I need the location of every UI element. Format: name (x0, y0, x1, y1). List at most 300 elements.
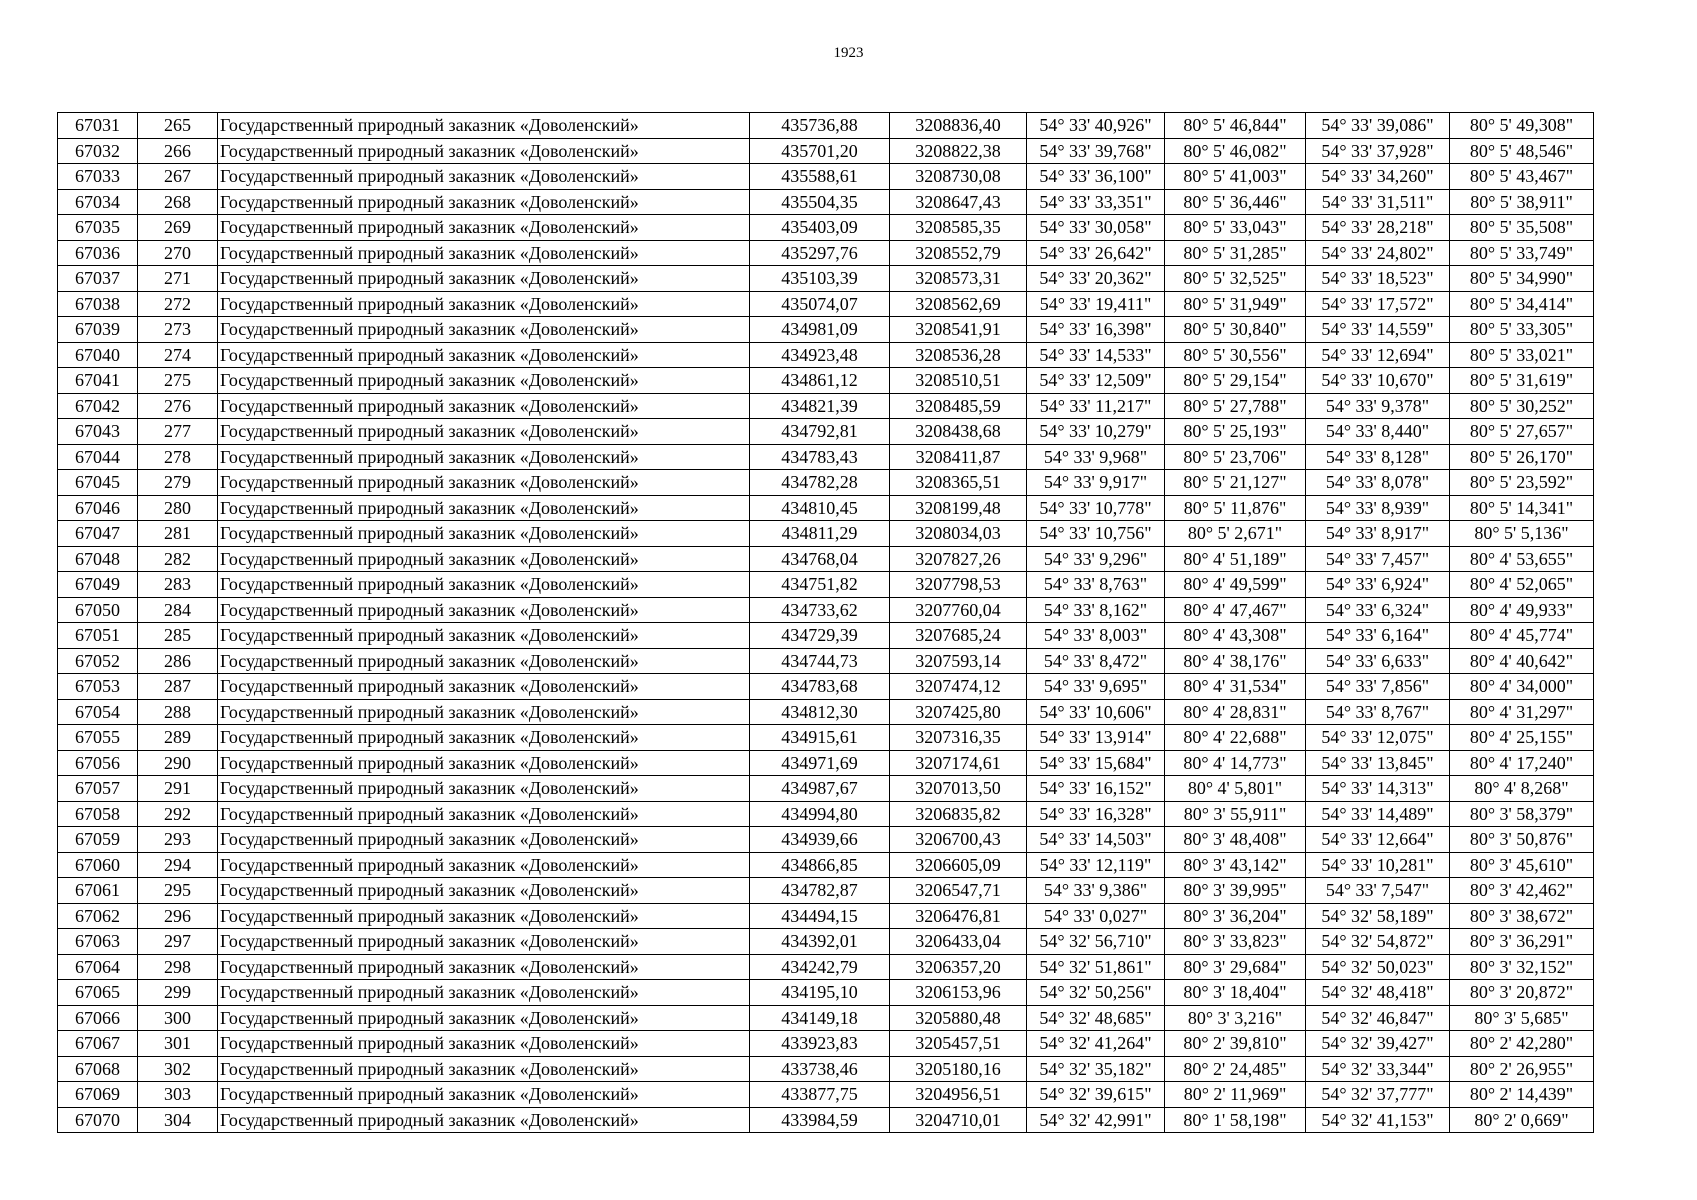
reserve-name-cell: Государственный природный заказник «Доволенский» (218, 597, 750, 623)
coord-y-cell: 3208836,40 (890, 113, 1027, 139)
table-row (58, 954, 1594, 980)
coord-y-cell: 3208647,43 (890, 189, 1027, 215)
longitude-1-cell: 80° 5' 25,193" (1165, 419, 1306, 445)
latitude-2-cell: 54° 33' 14,313" (1306, 776, 1450, 802)
latitude-1-cell: 54° 33' 8,003" (1027, 623, 1165, 649)
latitude-1-cell: 54° 33' 8,763" (1027, 572, 1165, 598)
record-id-cell: 67055 (58, 725, 138, 751)
coord-y-cell: 3208510,51 (890, 368, 1027, 394)
latitude-1-cell: 54° 33' 8,162" (1027, 597, 1165, 623)
point-number-cell: 291 (138, 776, 218, 802)
longitude-1-cell: 80° 4' 14,773" (1165, 750, 1306, 776)
record-id-cell: 67048 (58, 546, 138, 572)
reserve-name-cell: Государственный природный заказник «Доволенский» (218, 929, 750, 955)
latitude-2-cell: 54° 33' 8,939" (1306, 495, 1450, 521)
record-id-cell: 67037 (58, 266, 138, 292)
latitude-1-cell: 54° 33' 9,968" (1027, 444, 1165, 470)
reserve-name-cell: Государственный природный заказник «Доволенский» (218, 572, 750, 598)
longitude-1-cell: 80° 5' 23,706" (1165, 444, 1306, 470)
point-number-cell: 282 (138, 546, 218, 572)
latitude-1-cell: 54° 33' 16,328" (1027, 801, 1165, 827)
record-id-cell: 67045 (58, 470, 138, 496)
latitude-1-cell: 54° 32' 50,256" (1027, 980, 1165, 1006)
longitude-2-cell: 80° 5' 33,021" (1450, 342, 1594, 368)
coord-x-cell: 434392,01 (750, 929, 890, 955)
reserve-name-cell: Государственный природный заказник «Доволенский» (218, 954, 750, 980)
table-row (58, 215, 1594, 241)
latitude-2-cell: 54° 33' 6,324" (1306, 597, 1450, 623)
coord-y-cell: 3208822,38 (890, 138, 1027, 164)
point-number-cell: 299 (138, 980, 218, 1006)
latitude-1-cell: 54° 33' 36,100" (1027, 164, 1165, 190)
longitude-1-cell: 80° 5' 31,285" (1165, 240, 1306, 266)
table-row (58, 1031, 1594, 1057)
longitude-2-cell: 80° 4' 52,065" (1450, 572, 1594, 598)
record-id-cell: 67056 (58, 750, 138, 776)
latitude-2-cell: 54° 32' 58,189" (1306, 903, 1450, 929)
coord-x-cell: 434783,43 (750, 444, 890, 470)
longitude-2-cell: 80° 4' 40,642" (1450, 648, 1594, 674)
coord-x-cell: 435074,07 (750, 291, 890, 317)
reserve-name-cell: Государственный природный заказник «Доволенский» (218, 801, 750, 827)
table-row (58, 725, 1594, 751)
latitude-2-cell: 54° 33' 6,924" (1306, 572, 1450, 598)
record-id-cell: 67069 (58, 1082, 138, 1108)
record-id-cell: 67031 (58, 113, 138, 139)
coord-y-cell: 3205457,51 (890, 1031, 1027, 1057)
reserve-name-cell: Государственный природный заказник «Доволенский» (218, 725, 750, 751)
latitude-2-cell: 54° 33' 9,378" (1306, 393, 1450, 419)
longitude-1-cell: 80° 3' 39,995" (1165, 878, 1306, 904)
point-number-cell: 295 (138, 878, 218, 904)
latitude-1-cell: 54° 33' 9,386" (1027, 878, 1165, 904)
longitude-1-cell: 80° 4' 38,176" (1165, 648, 1306, 674)
longitude-1-cell: 80° 2' 11,969" (1165, 1082, 1306, 1108)
longitude-1-cell: 80° 2' 24,485" (1165, 1056, 1306, 1082)
latitude-1-cell: 54° 33' 14,503" (1027, 827, 1165, 853)
reserve-name-cell: Государственный природный заказник «Доволенский» (218, 878, 750, 904)
point-number-cell: 268 (138, 189, 218, 215)
coord-x-cell: 434494,15 (750, 903, 890, 929)
reserve-name-cell: Государственный природный заказник «Доволенский» (218, 699, 750, 725)
table-row (58, 929, 1594, 955)
latitude-2-cell: 54° 33' 14,489" (1306, 801, 1450, 827)
table-row (58, 1082, 1594, 1108)
record-id-cell: 67046 (58, 495, 138, 521)
coord-y-cell: 3208034,03 (890, 521, 1027, 547)
point-number-cell: 301 (138, 1031, 218, 1057)
page-number: 1923 (833, 45, 864, 61)
coord-y-cell: 3208541,91 (890, 317, 1027, 343)
coord-y-cell: 3208411,87 (890, 444, 1027, 470)
latitude-1-cell: 54° 33' 8,472" (1027, 648, 1165, 674)
coord-x-cell: 434861,12 (750, 368, 890, 394)
record-id-cell: 67038 (58, 291, 138, 317)
record-id-cell: 67052 (58, 648, 138, 674)
coord-y-cell: 3206433,04 (890, 929, 1027, 955)
coord-y-cell: 3206547,71 (890, 878, 1027, 904)
coord-x-cell: 433923,83 (750, 1031, 890, 1057)
reserve-name-cell: Государственный природный заказник «Доволенский» (218, 419, 750, 445)
point-number-cell: 293 (138, 827, 218, 853)
latitude-2-cell: 54° 33' 6,633" (1306, 648, 1450, 674)
latitude-1-cell: 54° 32' 48,685" (1027, 1005, 1165, 1031)
longitude-1-cell: 80° 5' 2,671" (1165, 521, 1306, 547)
point-number-cell: 298 (138, 954, 218, 980)
longitude-1-cell: 80° 4' 43,308" (1165, 623, 1306, 649)
coord-y-cell: 3208552,79 (890, 240, 1027, 266)
table-row (58, 597, 1594, 623)
longitude-1-cell: 80° 5' 27,788" (1165, 393, 1306, 419)
record-id-cell: 67034 (58, 189, 138, 215)
latitude-2-cell: 54° 33' 8,440" (1306, 419, 1450, 445)
longitude-2-cell: 80° 5' 26,170" (1450, 444, 1594, 470)
record-id-cell: 67061 (58, 878, 138, 904)
table-row (58, 546, 1594, 572)
point-number-cell: 285 (138, 623, 218, 649)
coord-x-cell: 433984,59 (750, 1107, 890, 1133)
point-number-cell: 281 (138, 521, 218, 547)
table-row (58, 674, 1594, 700)
point-number-cell: 303 (138, 1082, 218, 1108)
latitude-1-cell: 54° 33' 14,533" (1027, 342, 1165, 368)
coord-y-cell: 3206476,81 (890, 903, 1027, 929)
record-id-cell: 67035 (58, 215, 138, 241)
point-number-cell: 284 (138, 597, 218, 623)
longitude-1-cell: 80° 3' 29,684" (1165, 954, 1306, 980)
coord-y-cell: 3204956,51 (890, 1082, 1027, 1108)
coord-x-cell: 434792,81 (750, 419, 890, 445)
coord-x-cell: 434812,30 (750, 699, 890, 725)
table-row (58, 980, 1594, 1006)
coord-y-cell: 3205180,16 (890, 1056, 1027, 1082)
reserve-name-cell: Государственный природный заказник «Доволенский» (218, 750, 750, 776)
latitude-2-cell: 54° 32' 50,023" (1306, 954, 1450, 980)
point-number-cell: 267 (138, 164, 218, 190)
latitude-1-cell: 54° 33' 13,914" (1027, 725, 1165, 751)
latitude-2-cell: 54° 33' 24,802" (1306, 240, 1450, 266)
coord-x-cell: 434866,85 (750, 852, 890, 878)
coord-x-cell: 433738,46 (750, 1056, 890, 1082)
longitude-2-cell: 80° 4' 53,655" (1450, 546, 1594, 572)
reserve-name-cell: Государственный природный заказник «Доволенский» (218, 1031, 750, 1057)
coord-x-cell: 434811,29 (750, 521, 890, 547)
latitude-1-cell: 54° 33' 16,398" (1027, 317, 1165, 343)
coord-x-cell: 434810,45 (750, 495, 890, 521)
latitude-1-cell: 54° 33' 16,152" (1027, 776, 1165, 802)
longitude-1-cell: 80° 4' 51,189" (1165, 546, 1306, 572)
coord-y-cell: 3207827,26 (890, 546, 1027, 572)
point-number-cell: 274 (138, 342, 218, 368)
latitude-2-cell: 54° 32' 46,847" (1306, 1005, 1450, 1031)
latitude-1-cell: 54° 33' 19,411" (1027, 291, 1165, 317)
longitude-1-cell: 80° 5' 41,003" (1165, 164, 1306, 190)
longitude-1-cell: 80° 4' 28,831" (1165, 699, 1306, 725)
table-row (58, 572, 1594, 598)
point-number-cell: 275 (138, 368, 218, 394)
latitude-2-cell: 54° 33' 39,086" (1306, 113, 1450, 139)
reserve-name-cell: Государственный природный заказник «Доволенский» (218, 546, 750, 572)
longitude-2-cell: 80° 5' 34,990" (1450, 266, 1594, 292)
latitude-2-cell: 54° 32' 48,418" (1306, 980, 1450, 1006)
longitude-1-cell: 80° 5' 32,525" (1165, 266, 1306, 292)
longitude-1-cell: 80° 5' 46,844" (1165, 113, 1306, 139)
longitude-1-cell: 80° 5' 36,446" (1165, 189, 1306, 215)
latitude-2-cell: 54° 33' 17,572" (1306, 291, 1450, 317)
point-number-cell: 276 (138, 393, 218, 419)
longitude-2-cell: 80° 5' 33,749" (1450, 240, 1594, 266)
coord-y-cell: 3208199,48 (890, 495, 1027, 521)
longitude-1-cell: 80° 1' 58,198" (1165, 1107, 1306, 1133)
coord-y-cell: 3206357,20 (890, 954, 1027, 980)
point-number-cell: 265 (138, 113, 218, 139)
coord-y-cell: 3207174,61 (890, 750, 1027, 776)
latitude-1-cell: 54° 33' 10,778" (1027, 495, 1165, 521)
longitude-2-cell: 80° 5' 43,467" (1450, 164, 1594, 190)
latitude-2-cell: 54° 33' 7,457" (1306, 546, 1450, 572)
record-id-cell: 67041 (58, 368, 138, 394)
coord-x-cell: 435736,88 (750, 113, 890, 139)
coord-x-cell: 435403,09 (750, 215, 890, 241)
coord-x-cell: 434783,68 (750, 674, 890, 700)
coord-x-cell: 434782,87 (750, 878, 890, 904)
record-id-cell: 67070 (58, 1107, 138, 1133)
reserve-name-cell: Государственный природный заказник «Доволенский» (218, 1107, 750, 1133)
table-row (58, 623, 1594, 649)
reserve-name-cell: Государственный природный заказник «Доволенский» (218, 164, 750, 190)
point-number-cell: 289 (138, 725, 218, 751)
latitude-1-cell: 54° 33' 20,362" (1027, 266, 1165, 292)
latitude-2-cell: 54° 33' 37,928" (1306, 138, 1450, 164)
point-number-cell: 271 (138, 266, 218, 292)
longitude-1-cell: 80° 3' 36,204" (1165, 903, 1306, 929)
longitude-2-cell: 80° 3' 20,872" (1450, 980, 1594, 1006)
latitude-1-cell: 54° 32' 56,710" (1027, 929, 1165, 955)
point-number-cell: 302 (138, 1056, 218, 1082)
coord-x-cell: 434729,39 (750, 623, 890, 649)
latitude-2-cell: 54° 32' 37,777" (1306, 1082, 1450, 1108)
longitude-2-cell: 80° 2' 26,955" (1450, 1056, 1594, 1082)
longitude-1-cell: 80° 2' 39,810" (1165, 1031, 1306, 1057)
table-body (58, 113, 1594, 1133)
coord-y-cell: 3208562,69 (890, 291, 1027, 317)
coord-x-cell: 434994,80 (750, 801, 890, 827)
table-row (58, 801, 1594, 827)
reserve-name-cell: Государственный природный заказник «Доволенский» (218, 852, 750, 878)
record-id-cell: 67032 (58, 138, 138, 164)
record-id-cell: 67067 (58, 1031, 138, 1057)
coord-x-cell: 434971,69 (750, 750, 890, 776)
table-row (58, 776, 1594, 802)
table-row (58, 419, 1594, 445)
record-id-cell: 67063 (58, 929, 138, 955)
reserve-name-cell: Государственный природный заказник «Доволенский» (218, 266, 750, 292)
coord-x-cell: 434987,67 (750, 776, 890, 802)
table-row (58, 1005, 1594, 1031)
latitude-2-cell: 54° 33' 13,845" (1306, 750, 1450, 776)
table-row (58, 189, 1594, 215)
longitude-2-cell: 80° 5' 33,305" (1450, 317, 1594, 343)
longitude-1-cell: 80° 3' 3,216" (1165, 1005, 1306, 1031)
longitude-1-cell: 80° 4' 31,534" (1165, 674, 1306, 700)
longitude-2-cell: 80° 5' 38,911" (1450, 189, 1594, 215)
longitude-2-cell: 80° 4' 45,774" (1450, 623, 1594, 649)
record-id-cell: 67049 (58, 572, 138, 598)
longitude-1-cell: 80° 5' 31,949" (1165, 291, 1306, 317)
reserve-name-cell: Государственный природный заказник «Доволенский» (218, 1005, 750, 1031)
reserve-name-cell: Государственный природный заказник «Доволенский» (218, 827, 750, 853)
table-row (58, 495, 1594, 521)
table-row (58, 393, 1594, 419)
table-row (58, 827, 1594, 853)
longitude-2-cell: 80° 3' 38,672" (1450, 903, 1594, 929)
longitude-2-cell: 80° 2' 14,439" (1450, 1082, 1594, 1108)
longitude-1-cell: 80° 4' 47,467" (1165, 597, 1306, 623)
latitude-2-cell: 54° 33' 8,128" (1306, 444, 1450, 470)
latitude-2-cell: 54° 32' 39,427" (1306, 1031, 1450, 1057)
point-number-cell: 300 (138, 1005, 218, 1031)
record-id-cell: 67053 (58, 674, 138, 700)
table-row (58, 317, 1594, 343)
latitude-1-cell: 54° 32' 51,861" (1027, 954, 1165, 980)
coord-x-cell: 435103,39 (750, 266, 890, 292)
latitude-1-cell: 54° 33' 9,695" (1027, 674, 1165, 700)
latitude-2-cell: 54° 33' 8,078" (1306, 470, 1450, 496)
latitude-2-cell: 54° 33' 12,664" (1306, 827, 1450, 853)
latitude-1-cell: 54° 33' 15,684" (1027, 750, 1165, 776)
latitude-2-cell: 54° 33' 12,075" (1306, 725, 1450, 751)
point-number-cell: 283 (138, 572, 218, 598)
reserve-name-cell: Государственный природный заказник «Доволенский» (218, 342, 750, 368)
record-id-cell: 67040 (58, 342, 138, 368)
longitude-1-cell: 80° 5' 30,556" (1165, 342, 1306, 368)
coord-y-cell: 3206153,96 (890, 980, 1027, 1006)
latitude-1-cell: 54° 32' 39,615" (1027, 1082, 1165, 1108)
coord-x-cell: 435297,76 (750, 240, 890, 266)
coord-x-cell: 434744,73 (750, 648, 890, 674)
latitude-1-cell: 54° 32' 35,182" (1027, 1056, 1165, 1082)
point-number-cell: 273 (138, 317, 218, 343)
coord-y-cell: 3208438,68 (890, 419, 1027, 445)
record-id-cell: 67036 (58, 240, 138, 266)
longitude-2-cell: 80° 4' 8,268" (1450, 776, 1594, 802)
latitude-1-cell: 54° 33' 0,027" (1027, 903, 1165, 929)
latitude-2-cell: 54° 33' 7,547" (1306, 878, 1450, 904)
point-number-cell: 287 (138, 674, 218, 700)
longitude-2-cell: 80° 2' 42,280" (1450, 1031, 1594, 1057)
point-number-cell: 270 (138, 240, 218, 266)
longitude-1-cell: 80° 4' 49,599" (1165, 572, 1306, 598)
reserve-name-cell: Государственный природный заказник «Доволенский» (218, 215, 750, 241)
record-id-cell: 67062 (58, 903, 138, 929)
coord-x-cell: 434751,82 (750, 572, 890, 598)
point-number-cell: 292 (138, 801, 218, 827)
longitude-2-cell: 80° 3' 42,462" (1450, 878, 1594, 904)
latitude-2-cell: 54° 33' 12,694" (1306, 342, 1450, 368)
record-id-cell: 67044 (58, 444, 138, 470)
reserve-name-cell: Государственный природный заказник «Доволенский» (218, 368, 750, 394)
longitude-2-cell: 80° 5' 27,657" (1450, 419, 1594, 445)
longitude-2-cell: 80° 5' 23,592" (1450, 470, 1594, 496)
latitude-1-cell: 54° 33' 9,917" (1027, 470, 1165, 496)
latitude-1-cell: 54° 33' 26,642" (1027, 240, 1165, 266)
latitude-1-cell: 54° 33' 12,509" (1027, 368, 1165, 394)
reserve-name-cell: Государственный природный заказник «Доволенский» (218, 521, 750, 547)
coord-x-cell: 434768,04 (750, 546, 890, 572)
latitude-2-cell: 54° 33' 14,559" (1306, 317, 1450, 343)
table-row (58, 903, 1594, 929)
latitude-2-cell: 54° 33' 8,917" (1306, 521, 1450, 547)
latitude-1-cell: 54° 32' 42,991" (1027, 1107, 1165, 1133)
latitude-1-cell: 54° 33' 10,606" (1027, 699, 1165, 725)
reserve-name-cell: Государственный природный заказник «Доволенский» (218, 648, 750, 674)
point-number-cell: 286 (138, 648, 218, 674)
table-row (58, 1056, 1594, 1082)
latitude-2-cell: 54° 33' 8,767" (1306, 699, 1450, 725)
longitude-2-cell: 80° 5' 30,252" (1450, 393, 1594, 419)
longitude-2-cell: 80° 4' 49,933" (1450, 597, 1594, 623)
longitude-1-cell: 80° 3' 55,911" (1165, 801, 1306, 827)
table-row (58, 240, 1594, 266)
record-id-cell: 67068 (58, 1056, 138, 1082)
longitude-2-cell: 80° 3' 32,152" (1450, 954, 1594, 980)
coord-y-cell: 3207425,80 (890, 699, 1027, 725)
point-number-cell: 294 (138, 852, 218, 878)
coord-x-cell: 434939,66 (750, 827, 890, 853)
point-number-cell: 278 (138, 444, 218, 470)
latitude-1-cell: 54° 33' 33,351" (1027, 189, 1165, 215)
record-id-cell: 67057 (58, 776, 138, 802)
coord-x-cell: 434733,62 (750, 597, 890, 623)
longitude-2-cell: 80° 2' 0,669" (1450, 1107, 1594, 1133)
latitude-1-cell: 54° 33' 12,119" (1027, 852, 1165, 878)
record-id-cell: 67066 (58, 1005, 138, 1031)
latitude-2-cell: 54° 32' 54,872" (1306, 929, 1450, 955)
record-id-cell: 67059 (58, 827, 138, 853)
reserve-name-cell: Государственный природный заказник «Доволенский» (218, 317, 750, 343)
coord-x-cell: 435588,61 (750, 164, 890, 190)
longitude-2-cell: 80° 3' 36,291" (1450, 929, 1594, 955)
longitude-1-cell: 80° 4' 5,801" (1165, 776, 1306, 802)
coord-y-cell: 3208573,31 (890, 266, 1027, 292)
longitude-1-cell: 80° 5' 11,876" (1165, 495, 1306, 521)
coordinates-table (57, 112, 1594, 1133)
longitude-2-cell: 80° 4' 25,155" (1450, 725, 1594, 751)
longitude-2-cell: 80° 5' 14,341" (1450, 495, 1594, 521)
longitude-1-cell: 80° 5' 30,840" (1165, 317, 1306, 343)
table-row (58, 750, 1594, 776)
latitude-2-cell: 54° 33' 7,856" (1306, 674, 1450, 700)
latitude-2-cell: 54° 33' 34,260" (1306, 164, 1450, 190)
coord-x-cell: 434923,48 (750, 342, 890, 368)
coord-x-cell: 434149,18 (750, 1005, 890, 1031)
latitude-1-cell: 54° 33' 30,058" (1027, 215, 1165, 241)
table-row (58, 266, 1594, 292)
reserve-name-cell: Государственный природный заказник «Доволенский» (218, 113, 750, 139)
longitude-2-cell: 80° 5' 49,308" (1450, 113, 1594, 139)
table-row (58, 878, 1594, 904)
coord-y-cell: 3207685,24 (890, 623, 1027, 649)
coord-y-cell: 3207760,04 (890, 597, 1027, 623)
coord-y-cell: 3206835,82 (890, 801, 1027, 827)
latitude-2-cell: 54° 33' 10,670" (1306, 368, 1450, 394)
longitude-1-cell: 80° 3' 48,408" (1165, 827, 1306, 853)
reserve-name-cell: Государственный природный заказник «Доволенский» (218, 623, 750, 649)
reserve-name-cell: Государственный природный заказник «Доволенский» (218, 189, 750, 215)
coord-y-cell: 3204710,01 (890, 1107, 1027, 1133)
table-row (58, 164, 1594, 190)
coord-y-cell: 3206700,43 (890, 827, 1027, 853)
